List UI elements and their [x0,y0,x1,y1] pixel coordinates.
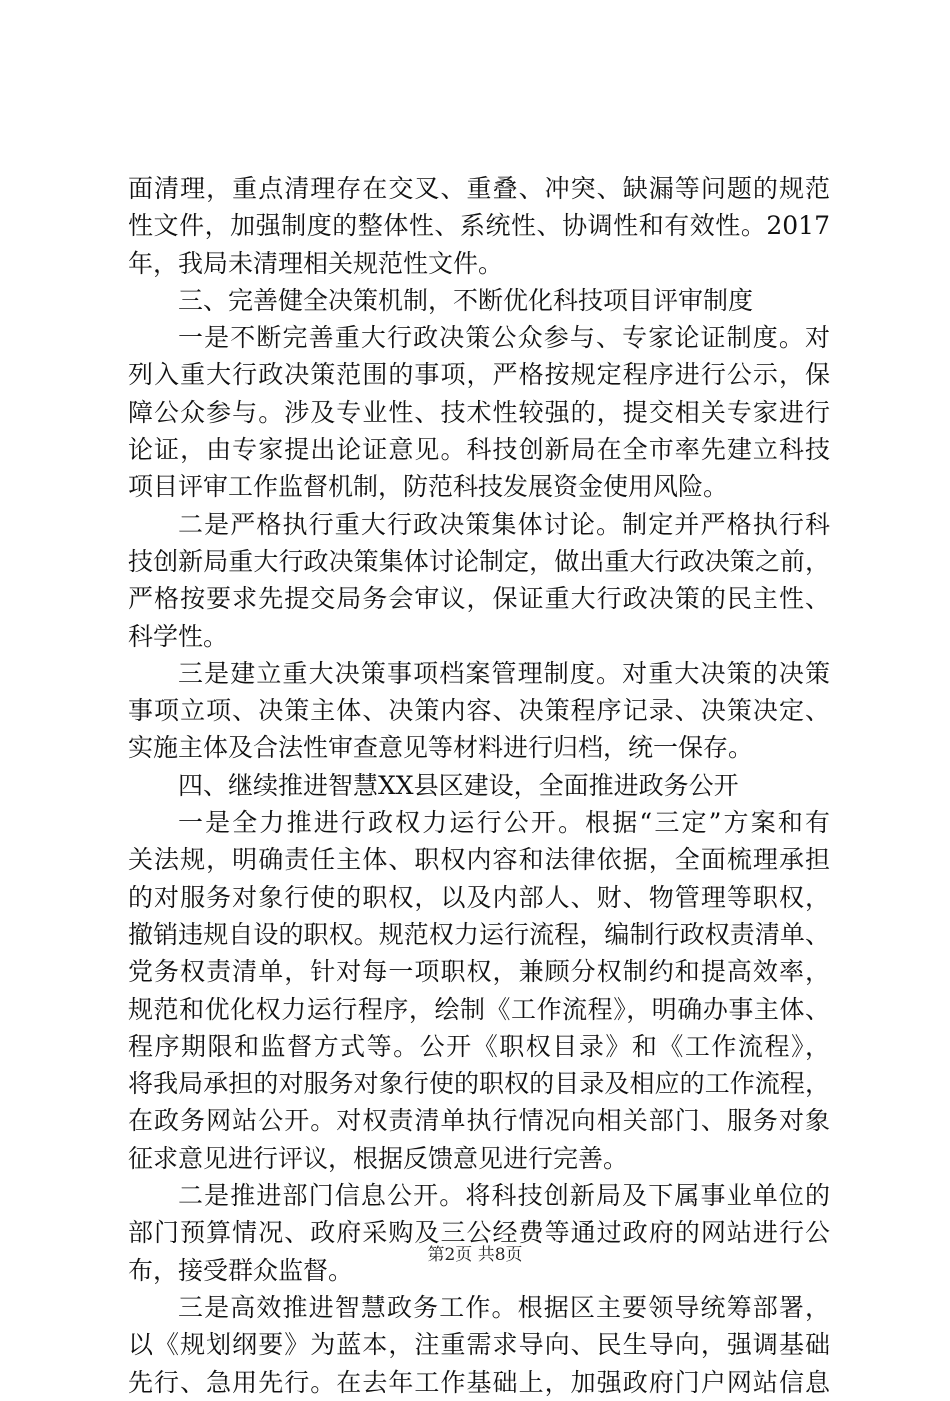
paragraph-last-line: 项目评审工作监督机制，防范科技发展资金使用风险。 [128,472,729,502]
body-text-line: 严格按要求先提交局务会审议，保证重大行政决策的民主性、 [128,584,830,614]
body-text-line: 在政务网站公开。对权责清单执行情况向相关部门、服务对象 [128,1106,830,1136]
section-heading: 三、完善健全决策机制，不断优化科技项目评审制度 [178,285,754,315]
body-text-line: 程序期限和监督方式等。公开《职权目录》和《工作流程》， [128,1031,830,1061]
page-number-footer: 第2页 共8页 [427,1245,523,1265]
paragraph-first-line: 二是推进部门信息公开。将科技创新局及下属事业单位的 [178,1181,830,1211]
body-text-line: 以《规划纲要》为蓝本，注重需求导向、民生导向，强调基础 [128,1330,830,1360]
body-text-line: 撤销违规自设的职权。规范权力运行流程，编制行政权责清单、 [128,919,830,949]
body-text-line: 党务权责清单，针对每一项职权，兼顾分权制约和提高效率， [128,957,830,987]
section-heading: 四、继续推进智慧XX县区建设，全面推进政务公开 [178,770,739,800]
document-body [128,170,830,1401]
body-text-line: 事项立项、决策主体、决策内容、决策程序记录、决策决定、 [128,696,830,726]
paragraph-first-line: 三是高效推进智慧政务工作。根据区主要领导统筹部署， [178,1292,830,1322]
body-text-line: 将我局承担的对服务对象行使的职权的目录及相应的工作流程， [128,1069,830,1099]
paragraph-first-line: 一是全力推进行政权力运行公开。根据“三定”方案和有 [178,808,830,838]
paragraph-last-line: 征求意见进行评议，根据反馈意见进行完善。 [128,1143,629,1173]
paragraph-last-line: 实施主体及合法性审查意见等材料进行归档，统一保存。 [128,733,754,763]
paragraph-first-line: 一是不断完善重大行政决策公众参与、专家论证制度。对 [178,323,830,353]
body-text-line: 的对服务对象行使的职权，以及内部人、财、物管理等职权， [128,882,830,912]
paragraph-last-line: 年，我局未清理相关规范性文件。 [128,248,504,278]
body-text-line: 性文件，加强制度的整体性、系统性、协调性和有效性。2017 [128,211,830,241]
body-text-line: 先行、急用先行。在去年工作基础上，加强政府门户网站信息 [128,1367,830,1397]
body-text-line: 技创新局重大行政决策集体讨论制定，做出重大行政决策之前， [128,546,830,576]
body-text-line: 障公众参与。涉及专业性、技术性较强的，提交相关专家进行 [128,397,830,427]
body-text-line: 规范和优化权力运行程序，绘制《工作流程》，明确办事主体、 [128,994,830,1024]
body-text-line: 列入重大行政决策范围的事项，严格按规定程序进行公示，保 [128,360,830,390]
body-text-line: 关法规，明确责任主体、职权内容和法律依据，全面梳理承担 [128,845,830,875]
paragraph-first-line: 三是建立重大决策事项档案管理制度。对重大决策的决策 [178,658,830,688]
paragraph-first-line: 二是严格执行重大行政决策集体讨论。制定并严格执行科 [178,509,830,539]
body-text-line: 论证，由专家提出论证意见。科技创新局在全市率先建立科技 [128,435,830,465]
body-text-line: 部门预算情况、政府采购及三公经费等通过政府的网站进行公 [128,1218,830,1248]
paragraph-last-line: 科学性。 [128,621,229,651]
paragraph-last-line: 布，接受群众监督。 [128,1255,354,1285]
body-text-line: 面清理，重点清理存在交叉、重叠、冲突、缺漏等问题的规范 [128,174,830,203]
